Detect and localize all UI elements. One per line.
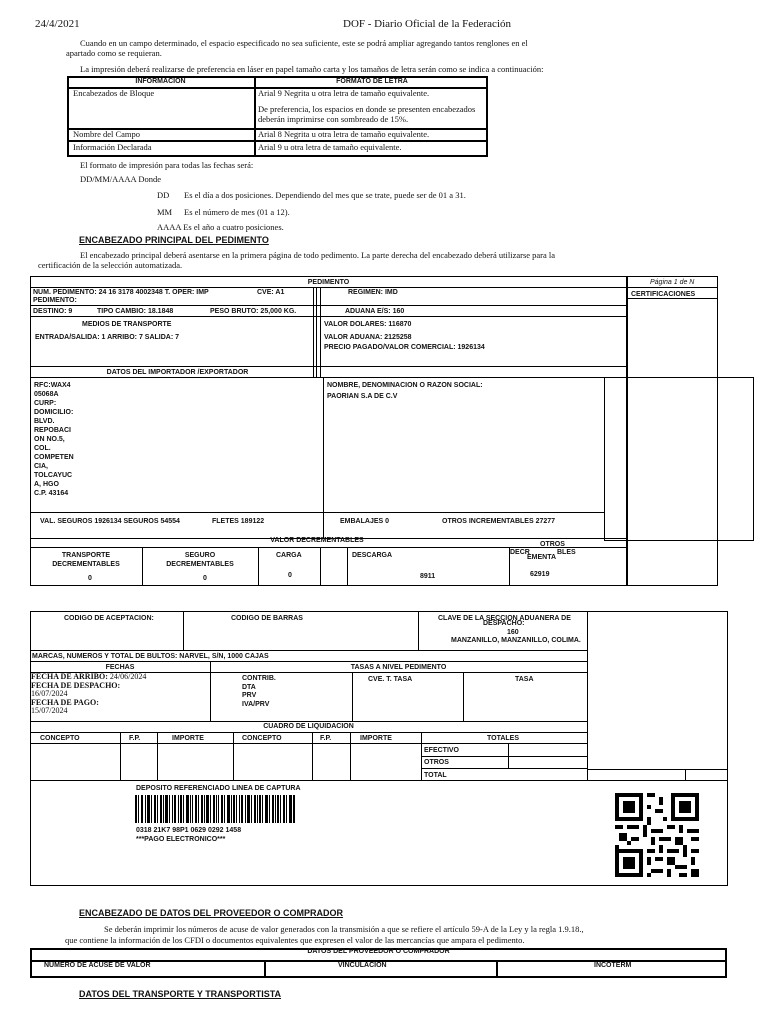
total-label: TOTAL <box>424 772 447 779</box>
aduana-es: ADUANA E/S: 160 <box>345 308 405 315</box>
fletes: FLETES 189122 <box>212 518 265 525</box>
fecha-arribo-value: 24/06/2024 <box>109 672 147 681</box>
cve-pedimento: CVE: A1 <box>257 289 285 296</box>
tasas-title: TASAS A NIVEL PEDIMENTO <box>350 664 447 671</box>
font-table-row-1-info: Encabezados de Bloque <box>73 88 155 98</box>
date-format-mm: MM <box>157 207 173 217</box>
datos-proveedor-title: DATOS DEL PROVEEDOR O COMPRADOR <box>307 948 450 955</box>
section2-text-1: Se deberán imprimir los números de acuse de valor generados con la transmisión a que se refiere el artículo 59-A de la Ley y la regla 1.9.18., <box>104 924 584 934</box>
fecha-pago-value: 15/07/2024 <box>31 706 68 715</box>
valor-dolares: VALOR DOLARES: 116870 <box>324 321 412 328</box>
certificaciones-label: CERTIFICACIONES <box>631 291 696 298</box>
datos-importador-title: DATOS DEL IMPORTADOR /EXPORTADOR <box>106 369 249 376</box>
vinculacion-label: VINCULACION <box>338 962 387 969</box>
efectivo-label: EFECTIVO <box>424 747 460 754</box>
section-title-encabezado-principal: ENCABEZADO PRINCIPAL DEL PEDIMENTO <box>79 235 269 245</box>
nombre-razon-social-label: NOMBRE, DENOMINACION O RAZON SOCIAL: <box>327 382 483 389</box>
seguro-decrementables: SEGURO DECREMENTABLES <box>166 552 234 568</box>
destino: DESTINO: 9 <box>33 308 73 315</box>
cve-t-tasa-label: CVE. T. TASA <box>368 676 413 683</box>
regimen: REGIMEN: IMD <box>348 289 398 296</box>
date-format-aaaa: AAAA Es el año a cuatro posiciones. <box>157 222 284 232</box>
descarga-value: 8911 <box>420 573 436 580</box>
font-table-header-format: FORMATO DE LETRA <box>336 78 408 85</box>
carga-value: 0 <box>288 572 292 579</box>
clave-seccion-aduanera-label: CLAVE DE LA SECCION ADUANERA DE <box>438 615 571 622</box>
importe-label-2: IMPORTE <box>360 735 392 742</box>
otros-decrementables-value: 62919 <box>530 571 550 578</box>
section1-text: El encabezado principal deberá asentarse en la primera página de todo pedimento. La parte derecha del encabezado deberá utilizarse para la certificación de la selección automatizada. <box>38 250 556 270</box>
otros-decrementables-label-3: EMENTA <box>527 554 557 561</box>
date-format-line-2: DD/MM/AAAA Donde <box>80 174 161 184</box>
otros-label: OTROS <box>424 759 449 766</box>
date-format-line-1: El formato de impresión para todas las fechas será: <box>80 160 254 170</box>
cuadro-liquidacion-title: CUADRO DE LIQUIDACION <box>263 723 354 730</box>
fecha-despacho-label: FECHA DE DESPACHO: <box>31 680 121 690</box>
otros-decrementables-label-2: DECR <box>510 549 530 556</box>
print-date: 24/4/2021 <box>35 18 80 30</box>
num-pedimento: NUM. PEDIMENTO: 24 16 3178 4002348 T. OPER: IMP <box>33 289 209 296</box>
clave-seccion-location: MANZANILLO, MANZANILLO, COLIMA. <box>451 637 581 644</box>
tasa-label: TASA <box>515 676 534 683</box>
intro-paragraph-1: Cuando en un campo determinado, el espacio especificado no sea suficiente, este se podrá ampliar agregando tantos renglones en el apartado como se requieran. <box>66 38 528 58</box>
font-table-row-1-format: Arial 9 Negrita u otra letra de tamaño equivalente. <box>258 88 430 98</box>
totales-label: TOTALES <box>487 735 520 742</box>
descarga-label: DESCARGA <box>352 552 393 559</box>
qr-code-image <box>615 793 699 877</box>
page-number: Página 1 de N <box>650 279 695 286</box>
fecha-pago-label: FECHA DE PAGO: <box>31 697 99 707</box>
valor-decrementables-title: VALOR DECREMENTABLES <box>270 537 364 544</box>
carga-label: CARGA <box>276 552 302 559</box>
font-table-row-4-format: Arial 9 u otra letra de tamaño equivalente. <box>258 142 402 152</box>
concepto-label-2: CONCEPTO <box>242 735 282 742</box>
peso-bruto: PESO BRUTO: 25,000 KG. <box>210 308 297 315</box>
concepto-label-1: CONCEPTO <box>40 735 80 742</box>
transporte-decrementables: TRANSPORTE DECREMENTABLES <box>52 552 120 568</box>
deposito-referenciado-label: DEPOSITO REFERENCIADO LINEA DE CAPTURA <box>136 785 301 792</box>
barcode-image <box>135 795 295 823</box>
page-title: DOF - Diario Oficial de la Federación <box>343 18 511 30</box>
fp-label-1: F.P. <box>129 735 141 742</box>
num-pedimento-label-2: PEDIMENTO: <box>33 297 77 304</box>
valor-aduana: VALOR ADUANA: 2125258 <box>324 334 412 341</box>
numero-acuse-valor-label: NUMERO DE ACUSE DE VALOR <box>44 962 151 969</box>
fp-label-2: F.P. <box>320 735 332 742</box>
font-table-row-3-format: Arial 8 Negrita u otra letra de tamaño equivalente. <box>258 129 430 139</box>
date-format-dd-desc: Es el día a dos posiciones. Dependiendo del mes que se trate, puede ser de 01 a 31. <box>184 190 466 200</box>
medios-transporte: MEDIOS DE TRANSPORTE <box>82 321 172 328</box>
font-table-row-4-info: Información Declarada <box>73 142 152 152</box>
transporte-decrementables-value: 0 <box>88 575 92 582</box>
fecha-despacho-value: 16/07/2024 <box>31 689 68 698</box>
tipo-cambio: TIPO CAMBIO: 18.1848 <box>97 308 174 315</box>
section2-text-2: que contiene la información de los CFDI o documentos equivalentes que expresen el valor de las mercancías que ampara el pedimento. <box>65 935 525 945</box>
linea-captura: 0318 21K7 98P1 0629 0292 1458 <box>136 827 242 834</box>
date-format-mm-desc: Es el número de mes (01 a 12). <box>184 207 290 217</box>
seguro-decrementables-value: 0 <box>203 575 207 582</box>
importe-label-1: IMPORTE <box>172 735 204 742</box>
val-seguros: VAL. SEGUROS 1926134 SEGUROS 54554 <box>40 518 180 525</box>
section-title-transporte: DATOS DEL TRANSPORTE Y TRANSPORTISTA <box>79 989 282 999</box>
fechas-title: FECHAS <box>105 664 135 671</box>
clave-seccion-160: 160 <box>507 629 519 636</box>
rfc-domicilio: RFC:WAX4 05068A CURP: DOMICILIO: BLVD. REPOBACI ON NO.5, COL. COMPETEN CIA, TOLCAYUC A, HGO C.P. 43164 <box>34 382 74 497</box>
section-title-proveedor: ENCABEZADO DE DATOS DEL PROVEEDOR O COMPRADOR <box>79 908 344 918</box>
font-table-row-2-format: De preferencia, los espacios en donde se presenten encabezados deberán imprimirse con sombreado de 15%. <box>258 104 476 124</box>
font-table-header-info: INFORMACION <box>135 78 186 85</box>
contribuciones-list: CONTRIB. DTA PRV IVA/PRV <box>242 675 276 708</box>
otros-decrementables-label-4: BLES <box>557 549 576 556</box>
despacho-label: DESPACHO: <box>483 620 525 627</box>
codigo-barras-label: CODIGO DE BARRAS <box>231 615 303 622</box>
precio-pagado: PRECIO PAGADO/VALOR COMERCIAL: 1926134 <box>324 344 485 351</box>
embalajes: EMBALAJES 0 <box>340 518 390 525</box>
marcas-numeros-bultos: MARCAS, NUMEROS Y TOTAL DE BULTOS: NARVEL, S/N, 1000 CAJAS <box>32 653 269 660</box>
font-table-row-3-info: Nombre del Campo <box>73 129 141 139</box>
date-format-dd: DD <box>157 190 170 200</box>
fecha-arribo-label: FECHA DE ARRIBO: <box>31 672 108 681</box>
otros-decrementables-label-1: OTROS <box>540 541 565 548</box>
incoterm-label: INCOTERM <box>594 962 632 969</box>
razon-social: PAORIAN S.A DE C.V <box>327 393 398 400</box>
otros-incrementables: OTROS INCREMENTABLES 27277 <box>442 518 556 525</box>
entrada-salida: ENTRADA/SALIDA: 1 ARRIBO: 7 SALIDA: 7 <box>35 334 180 341</box>
intro-paragraph-2: La impresión deberá realizarse de preferencia en láser en papel tamaño carta y los tamaños de letra serán como se indica a continuación: <box>80 64 544 74</box>
pago-electronico: ***PAGO ELECTRONICO*** <box>136 836 226 843</box>
pedimento-title: PEDIMENTO <box>307 279 350 286</box>
codigo-aceptacion-label: CODIGO DE ACEPTACION: <box>64 615 154 622</box>
fechas-list <box>31 673 146 716</box>
